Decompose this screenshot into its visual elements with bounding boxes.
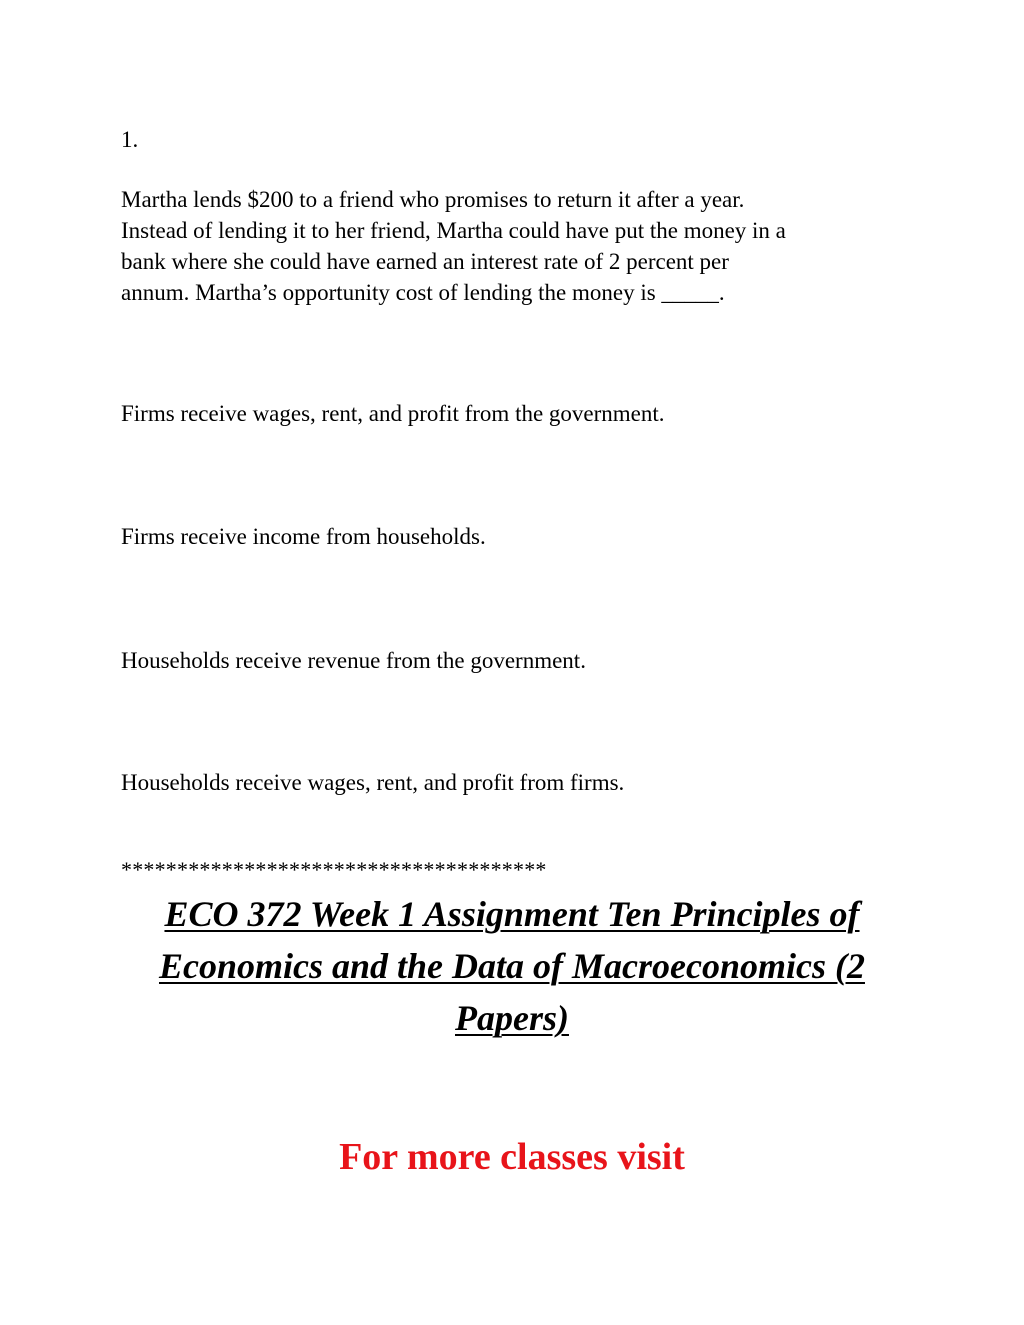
- answer-option: Firms receive income from households.: [121, 524, 486, 549]
- assignment-title-link[interactable]: [100, 888, 924, 1044]
- title-line: Papers): [455, 998, 569, 1038]
- answer-option: Households receive revenue from the government.: [121, 648, 586, 673]
- question-prompt: [121, 184, 921, 308]
- question-prompt-line: bank where she could have earned an interest rate of 2 percent per: [121, 249, 729, 274]
- question-prompt-line: Martha lends $200 to a friend who promises to return it after a year.: [121, 187, 745, 212]
- title-line: Economics and the Data of Macroeconomics (2: [159, 946, 865, 986]
- promo-heading: For more classes visit: [339, 1136, 685, 1178]
- question-prompt-line: annum. Martha’s opportunity cost of lending the money is _____.: [121, 280, 725, 305]
- answer-option: Firms receive wages, rent, and profit from the government.: [121, 401, 665, 426]
- separator-line: **************************************: [121, 857, 547, 882]
- question-number: 1.: [121, 127, 139, 152]
- title-line: ECO 372 Week 1 Assignment Ten Principles of: [164, 894, 860, 934]
- question-prompt-line: Instead of lending it to her friend, Martha could have put the money in a: [121, 218, 786, 243]
- answer-option: Households receive wages, rent, and profit from firms.: [121, 770, 625, 795]
